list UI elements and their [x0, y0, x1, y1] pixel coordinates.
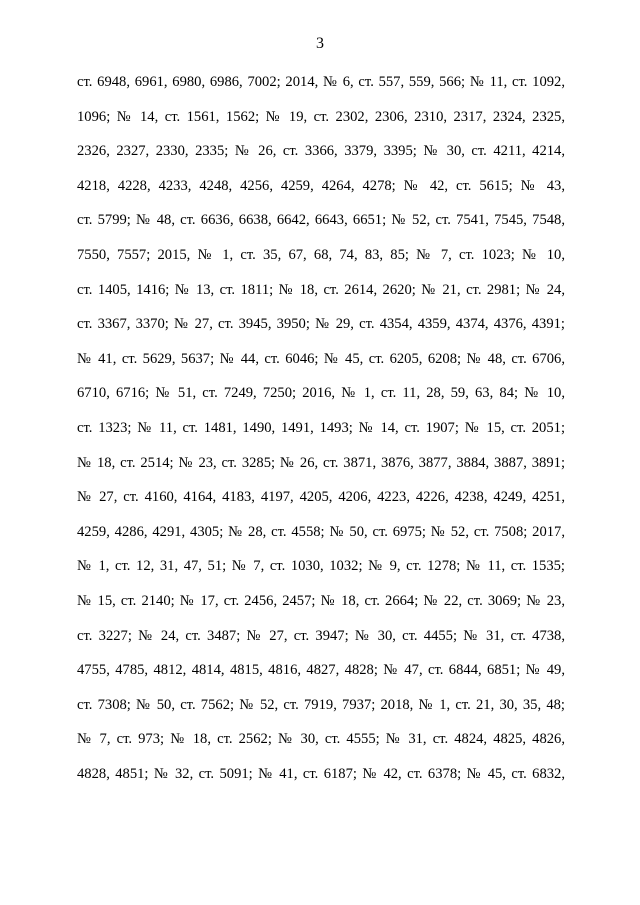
text-line: 1096; № 14, ст. 1561, 1562; № 19, ст. 2302, 2306, 2310, 2317, 2324, 2325,	[77, 108, 565, 125]
text-line: № 7, ст. 973; № 18, ст. 2562; № 30, ст. 4555; № 31, ст. 4824, 4825, 4826,	[77, 731, 565, 748]
text-line: ст. 6948, 6961, 6980, 6986, 7002; 2014, № 6, ст. 557, 559, 566; № 11, ст. 1092,	[77, 74, 565, 90]
text-line: ст. 1405, 1416; № 13, ст. 1811; № 18, ст. 2614, 2620; № 21, ст. 2981; № 24,	[77, 281, 565, 298]
text-line: 4218, 4228, 4233, 4248, 4256, 4259, 4264, 4278; № 42, ст. 5615; № 43,	[77, 177, 565, 194]
text-line: 7550, 7557; 2015, № 1, ст. 35, 67, 68, 74, 83, 85; № 7, ст. 1023; № 10,	[77, 246, 565, 263]
text-line: ст. 1323; № 11, ст. 1481, 1490, 1491, 1493; № 14, ст. 1907; № 15, ст. 2051;	[77, 419, 565, 436]
text-line: ст. 7308; № 50, ст. 7562; № 52, ст. 7919, 7937; 2018, № 1, ст. 21, 30, 35, 48;	[77, 696, 565, 713]
text-line: 2326, 2327, 2330, 2335; № 26, ст. 3366, 3379, 3395; № 30, ст. 4211, 4214,	[77, 143, 565, 160]
text-line: 4259, 4286, 4291, 4305; № 28, ст. 4558; № 50, ст. 6975; № 52, ст. 7508; 2017,	[77, 523, 565, 540]
text-line: 4828, 4851; № 32, ст. 5091; № 41, ст. 6187; № 42, ст. 6378; № 45, ст. 6832,	[77, 765, 565, 782]
text-line: ст. 3367, 3370; № 27, ст. 3945, 3950; № 29, ст. 4354, 4359, 4374, 4376, 4391;	[77, 316, 565, 333]
page-number: 3	[316, 35, 324, 52]
text-line: № 1, ст. 12, 31, 47, 51; № 7, ст. 1030, 1032; № 9, ст. 1278; № 11, ст. 1535;	[77, 558, 565, 575]
text-line: 4755, 4785, 4812, 4814, 4815, 4816, 4827, 4828; № 47, ст. 6844, 6851; № 49,	[77, 662, 565, 679]
text-line: ст. 5799; № 48, ст. 6636, 6638, 6642, 6643, 6651; № 52, ст. 7541, 7545, 7548,	[77, 212, 565, 229]
text-line: 6710, 6716; № 51, ст. 7249, 7250; 2016, № 1, ст. 11, 28, 59, 63, 84; № 10,	[77, 385, 565, 402]
text-line: ст. 3227; № 24, ст. 3487; № 27, ст. 3947; № 30, ст. 4455; № 31, ст. 4738,	[77, 627, 565, 644]
document-body	[77, 72, 565, 798]
text-line: № 15, ст. 2140; № 17, ст. 2456, 2457; № 18, ст. 2664; № 22, ст. 3069; № 23,	[77, 592, 565, 609]
text-line: № 41, ст. 5629, 5637; № 44, ст. 6046; № 45, ст. 6205, 6208; № 48, ст. 6706,	[77, 350, 565, 367]
text-line: № 27, ст. 4160, 4164, 4183, 4197, 4205, 4206, 4223, 4226, 4238, 4249, 4251,	[77, 489, 565, 506]
text-line: № 18, ст. 2514; № 23, ст. 3285; № 26, ст. 3871, 3876, 3877, 3884, 3887, 3891;	[77, 454, 565, 471]
